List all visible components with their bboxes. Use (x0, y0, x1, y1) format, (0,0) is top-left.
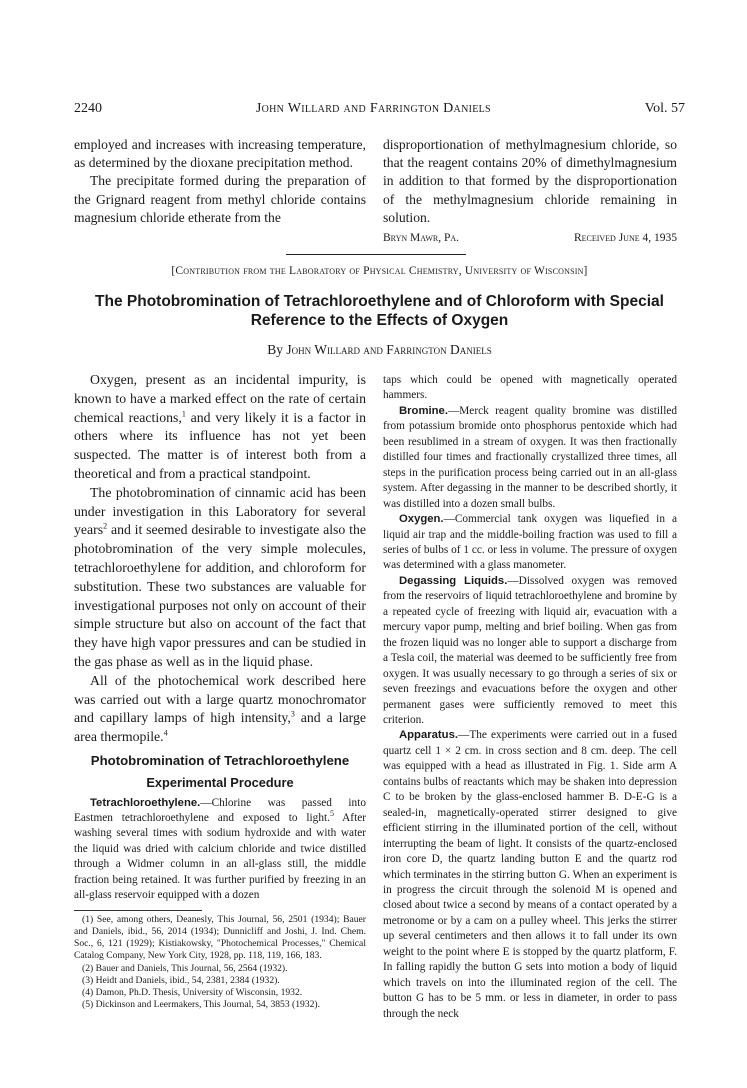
section-heading: Photobromination of Tetrachloroethylene (90, 752, 350, 768)
text: —Chlorine was passed into Eastmen tetrachloroethylene and exposed to light. (74, 796, 366, 824)
footnote: (3) Heidt and Daniels, ibid., 54, 2381, 2384 (1932). (82, 974, 280, 986)
signature-line (383, 229, 677, 247)
paragraph (74, 484, 366, 672)
footnote: (5) Dickinson and Leermakers, This Journal, 54, 3853 (1932). (82, 999, 321, 1011)
article-right-column (383, 373, 677, 1022)
contribution-note: [Contribution from the Laboratory of Physical Chemistry, University of Wisconsin] (171, 265, 588, 277)
running-title: John Willard and Farrington Daniels (255, 101, 491, 116)
run-in-heading: Degassing Liquids. (399, 574, 508, 587)
byline (74, 342, 685, 358)
paragraph: employed and increases with increasing temperature, as determined by the dioxane precipitation method. (74, 137, 366, 171)
text: —Commercial tank oxygen was liquefied in a liquid air trap and the middle-boiling fraction was used to fill a series of bulbs of 1 cc. or less in volume. The pressure of oxygen was determined with a glass manometer. (383, 513, 677, 572)
text: After washing several times with sodium hydroxide and with water the liquid was dried with calcium chloride and twice distilled through a Widmer column in an all-glass still, the middle fraction being retained. It was further purified by freezing in an all-glass reservoir equipped with a dozen (74, 811, 366, 902)
run-in-heading: Tetrachloroethylene. (90, 796, 201, 809)
text: Oxygen, present as an incidental impurity, is known to have a marked effect on the rate of certain chemical reactions, (74, 372, 366, 425)
paragraph (383, 728, 677, 1022)
run-in-heading: Bromine. (399, 404, 448, 417)
article-left-column (74, 371, 366, 1011)
divider-rule (286, 254, 466, 255)
footnote: (4) Damon, Ph.D. Thesis, University of Wisconsin, 1932. (82, 986, 303, 998)
byline-by: By (267, 342, 284, 357)
footnotes (74, 914, 366, 1012)
article-title: The Photobromination of Tetrachloroethylene and of Chloroform with Special Reference to the Effects of Oxygen (95, 293, 664, 329)
footnote-ref: 4 (163, 728, 168, 738)
footnote-ref: 2 (103, 521, 108, 531)
text: —The experiments were carried out in a fused quartz cell 1 × 2 cm. in cross section and 8 cm. deep. The cell was equipped with a head as illustrated in Fig. 1. Side arm A contains bulbs of reactants which may be shaken into depression C to be broken by the glass-enclosed hammer B. D-E-G is a sealed-in, magnetically-operated stirrer designed to give efficient stirring in the illuminated portion of the cell, without interrupting the beam of light. It consists of the quartz-enclosed iron core D, the quartz landing button E and the quartz rod which terminates in the stirring button G. When an experiment is in progress the circuit through the solenoid M is opened and closed about twice a second by means of a contact operated by a metronome or by a cam on a pulley wheel. This jerks the stirrer up several centimeters and then allows it to fall under its own weight to the point where E is stopped by the quartz platform, F. In falling rapidly the button G sets into motion a body of liquid which travels on into the illuminated region of the cell. The button G has to be 5 mm. or less in diameter, in order to pass through the neck (383, 729, 677, 1020)
text: —Dissolved oxygen was removed from the reservoirs of liquid tetrachloroethylene and bromine by a repeated cycle of freezing with liquid air, evacuation with a mercury vapor pump, melting and brief boiling. When gas from the frozen liquid was no longer able to support a discharge from a Tesla coil, the material was deemed to be sufficiently free from oxygen. It was usually necessary to go through a series of six or seven freezings and evacuations before the oxygen and other permanent gases were sufficiently removed to meet this criterion. (383, 574, 677, 726)
text: The photobromination of cinnamic acid has been under investigation in this Laboratory for several years (74, 484, 366, 538)
footnote-ref: 5 (329, 809, 334, 819)
text: —Merck reagent quality bromine was distilled from potassium bromide onto phosphorus pentoxide which had been resublimed in a stream of oxygen. It was then fractionally distilled four times and fractionally crystallized three times, all steps in the purification process being carried out in an all-glass system. After degassing in the manner to be described shortly, it was distilled into a dozen small bulbs. (383, 404, 677, 510)
paragraph (74, 371, 366, 484)
footnote-rule (74, 910, 202, 911)
text: and very likely it is a factor in others where its influence has not yet been suspected. The matter is of interest both from a theoretical and from a practical standpoint. (74, 409, 366, 481)
footnote-ref: 3 (290, 709, 295, 719)
run-in-heading: Apparatus. (399, 729, 459, 742)
location: Bryn Mawr, Pa. (383, 232, 460, 245)
paragraph (74, 796, 366, 904)
run-in-heading: Oxygen. (399, 513, 444, 526)
previous-article-right-column (383, 136, 677, 247)
received-date: Received June 4, 1935 (573, 232, 677, 245)
text: All of the photochemical work described here was carried out with a large quartz monochromator and capillary lamps of high intensity, (74, 672, 366, 726)
footnote-ref: 1 (181, 409, 186, 418)
text: and it seemed desirable to investigate also the photobromination of the very simple molecules, tetrachloroethylene for addition, and chloroform for substitution. These two substances are valuable for investigational purposes not only on account of their simple structure but also on account of the fact that they have high vapor pressures and can be studied in the gas phase as well as in the liquid phase. (74, 522, 366, 669)
subsection-heading: Experimental Procedure (146, 774, 294, 790)
paragraph (74, 672, 366, 747)
page-number: 2240 (74, 101, 102, 116)
footnote: (1) See, among others, Deanesly, This Journal, 56, 2501 (1934); Bauer and Daniels, ibid., 56, 2014 (1934); Dunnicliff and Joshi, J. Ind. Chem. Soc., 6, 121 (1929); Kistiakowsky, "Photochemical Processes," Chemical Catalog Company, New York City, 1928, pp. 118, 119, 166, 183. (74, 913, 366, 962)
footnote: (2) Bauer and Daniels, This Journal, 56, 2564 (1932). (82, 962, 288, 974)
running-header (74, 101, 685, 121)
text: and a large area thermopile. (74, 710, 366, 745)
paragraph: The precipitate formed during the preparation of the Grignard reagent from methyl chloride contains magnesium chloride etherate from the (74, 173, 366, 225)
paragraph (383, 404, 677, 512)
paragraph (383, 574, 677, 729)
previous-article-left-column (74, 136, 366, 227)
paragraph: disproportionation of methylmagnesium chloride, so that the reagent contains 20% of dimethylmagnesium in addition to that formed by the disproportionation of the methylmagnesium chloride remaining in solution. (383, 137, 677, 225)
volume-label: Vol. 57 (644, 101, 685, 116)
paragraph (383, 512, 677, 574)
byline-authors: John Willard and Farrington Daniels (286, 342, 492, 357)
paragraph: taps which could be opened with magnetically operated hammers. (383, 374, 677, 402)
